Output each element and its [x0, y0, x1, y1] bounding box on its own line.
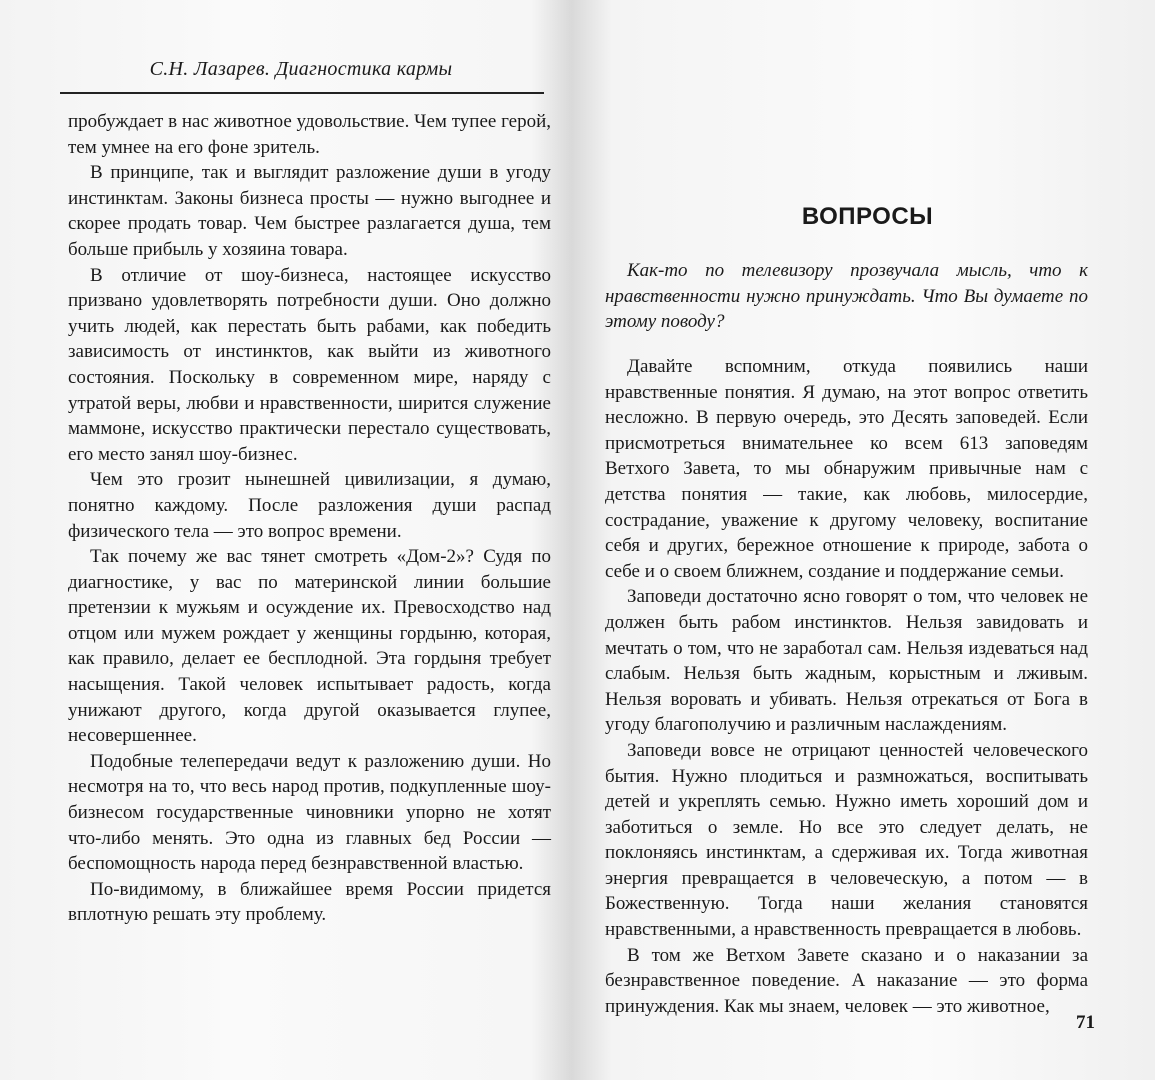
question-block	[605, 258, 1088, 335]
paragraph: Давайте вспомним, откуда появились наши нравственные понятия. Я думаю, на этот вопрос ответить несложно. В первую очередь, это Десять заповедей. Если присмотреться внимательнее ко всем 613 заповедям Ветхого Завета, то мы обнаружим привычные нам с детства понятия — такие, как любовь, милосердие, сострадание, уважение к другому человеку, воспитание себя и других, бережное отношение к природе, забота о себе и о своем ближнем, создание и поддержание семьи.	[605, 356, 1088, 582]
left-page	[0, 0, 575, 1080]
section-title: ВОПРОСЫ	[801, 203, 934, 230]
page-number: 71	[1076, 1012, 1095, 1033]
running-head: С.Н. Лазарев. Диагностика кармы	[149, 58, 453, 80]
paragraph: Заповеди вовсе не отрицают ценностей человеческого бытия. Нужно плодиться и размножаться, воспитывать детей и укреплять семью. Нужно иметь хороший дом и заботиться о земле. Но все это следует делать, не поклоняясь инстинктам, а сдерживая их. Тогда животная энергия превращается в человеческую, а потом — в Божественную. Тогда наши желания становятся нравственными, а нравственность превращается в любовь.	[605, 739, 1088, 941]
paragraph: В принципе, так и выглядит разложение души в угоду инстинктам. Законы бизнеса просты — нужно выгоднее и скорее продать товар. Чем быстрее разлагается душа, тем больше прибыль у хозяина товара.	[68, 162, 551, 260]
question-text: Как-то по телевизору прозвучала мысль, что к нравственности нужно принуждать. Что Вы думаете по этому поводу?	[605, 260, 1088, 333]
paragraph: По-видимому, в ближайшее время России придется вплотную решать эту проблему.	[68, 878, 551, 926]
paragraph: пробуждает в нас животное удовольствие. Чем тупее герой, тем умнее на его фоне зритель.	[68, 111, 551, 158]
paragraph: Подобные телепередачи ведут к разложению души. Но несмотря на то, что весь народ против, подкупленные шоу-бизнесом государственные чиновники упорно не хотят что-либо менять. Это одна из главных бед России — беспомощность народа перед безнравственной властью.	[68, 750, 551, 875]
paragraph: Чем это грозит нынешней цивилизации, я думаю, понятно каждому. После разложения души распад физического тела — это вопрос времени.	[68, 469, 551, 542]
paragraph: В том же Ветхом Завете сказано и о наказании за безнравственное поведение. А наказание — это форма принуждения. Как мы знаем, человек — это животное,	[605, 944, 1088, 1017]
paragraph: В отличие от шоу-бизнеса, настоящее искусство призвано удовлетворять потребности души. Оно должно учить людей, как перестать быть рабами, как победить зависимость от инстинктов, как выйти из животного состояния. Поскольку в современном мире, наряду с утратой веры, любви и нравственности, ширится служение маммоне, искусство практически перестало существовать, его место занял шоу-бизнес.	[68, 264, 551, 465]
header-rule	[60, 92, 544, 94]
answer-body-text	[605, 354, 1088, 1019]
paragraph: Так почему же вас тянет смотреть «Дом-2»? Судя по диагностике, у вас по материнской линии большие претензии к мужьям и осуждение их. Превосходство над отцом или мужем рождает у женщины гордыню, которая, как правило, делает ее бесплодной. Эта гордыня требует насыщения. Такой человек испытывает радость, когда унижают другого, когда другой оказывается глупее, несовершеннее.	[68, 546, 551, 747]
left-body-text	[68, 109, 551, 928]
right-page	[580, 0, 1155, 1080]
paragraph: Заповеди достаточно ясно говорят о том, что человек не должен быть рабом инстинктов. Нельзя завидовать и мечтать о том, что не заработал сам. Нельзя издеваться над слабым. Нельзя быть жадным, корыстным и лживым. Нельзя воровать и убивать. Нельзя отрекаться от Бога в угоду благополучию и различным наслаждениям.	[605, 586, 1088, 736]
